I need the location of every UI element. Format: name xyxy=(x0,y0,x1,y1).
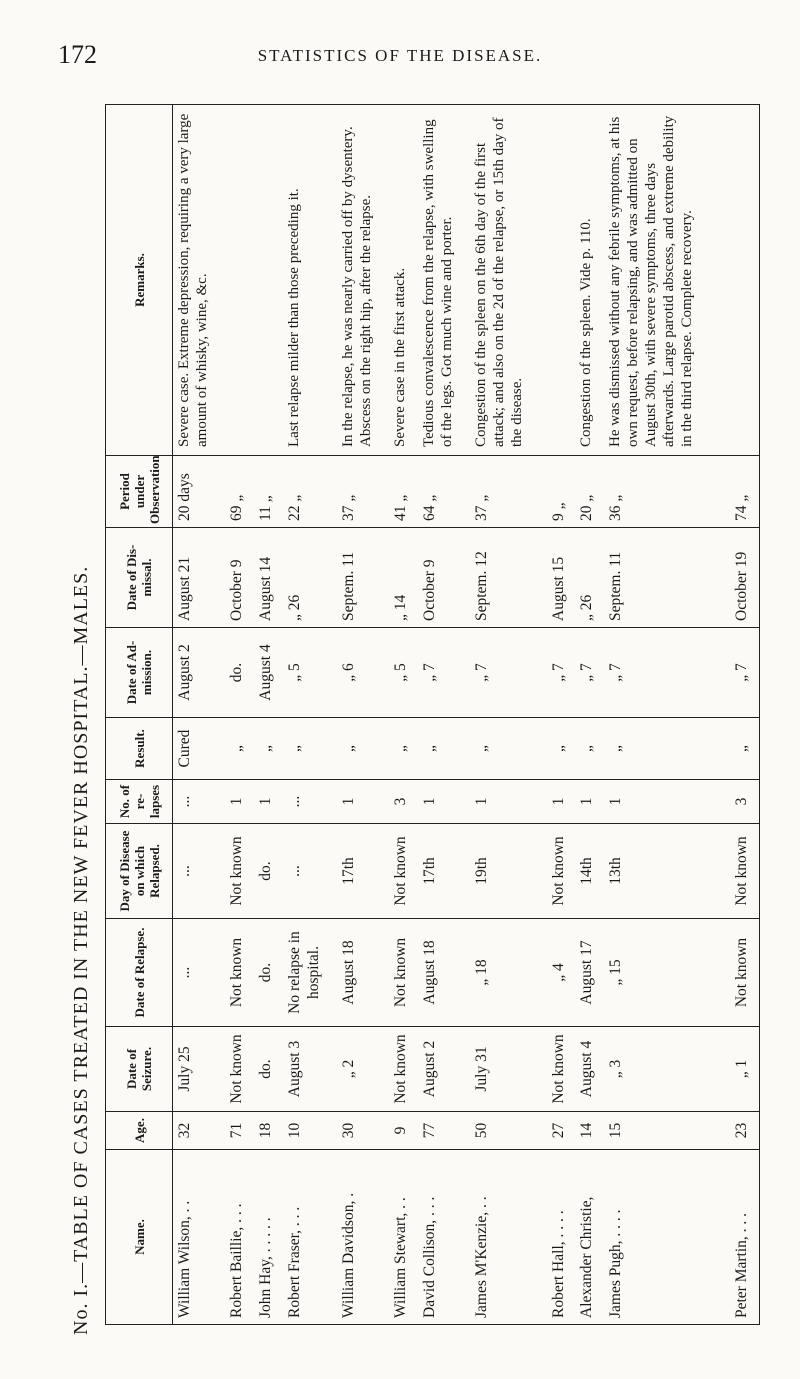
page-number: 172 xyxy=(58,40,97,69)
cell-result: „ xyxy=(575,718,604,780)
cell-result: „ xyxy=(389,718,418,780)
cell-relapse: August 18 xyxy=(337,919,389,1027)
header-seizure: Date of Seizure. xyxy=(106,1027,173,1112)
header-name: Name. xyxy=(106,1150,173,1325)
cell-observation: 41 „ xyxy=(389,456,418,528)
cell-name: William Davidson, . xyxy=(337,1150,389,1325)
header-row xyxy=(106,105,173,1325)
cell-age: 9 xyxy=(389,1112,418,1150)
cell-name: Robert Baillie, . . . xyxy=(225,1150,254,1325)
cell-observation: 22 „ xyxy=(283,456,338,528)
cell-remarks xyxy=(225,105,254,456)
table-row xyxy=(730,105,760,1325)
cell-observation: 69 „ xyxy=(225,456,254,528)
cell-result: Cured xyxy=(173,718,226,780)
cell-relapses: 1 xyxy=(575,780,604,824)
cell-remarks: He was dismissed without any febrile symptoms, at his own request, before relapsing, and was admitted on August 30th, with severe symptoms, three days afterwards. Large parotid abscess, and extreme debility in the third relapse. Complete recovery. xyxy=(604,105,730,456)
cell-day-relapsed: ... xyxy=(173,824,226,919)
table-row xyxy=(225,105,254,1325)
table-title: No. I.—TABLE OF CASES TREATED IN THE NEW FEVER HOSPITAL.—MALES. xyxy=(70,565,92,1335)
cell-dismissal: August 21 xyxy=(173,528,226,628)
cell-age: 27 xyxy=(547,1112,576,1150)
cell-seizure: do. xyxy=(254,1027,283,1112)
cell-admission: „ 7 xyxy=(730,628,760,718)
cell-remarks: In the relapse, he was nearly carried off by dysentery. Abscess on the right hip, after the relapse. xyxy=(337,105,389,456)
header-dismissal: Date of Dis-missal. xyxy=(106,528,173,628)
cell-remarks: Congestion of the spleen. Vide p. 110. xyxy=(575,105,604,456)
cell-remarks: Severe case in the first attack. xyxy=(389,105,418,456)
cell-relapses: 3 xyxy=(389,780,418,824)
header-age: Age. xyxy=(106,1112,173,1150)
cell-relapse: Not known xyxy=(225,919,254,1027)
cell-admission: „ 7 xyxy=(470,628,547,718)
cell-observation: 20 „ xyxy=(575,456,604,528)
cell-remarks xyxy=(730,105,760,456)
header-result: Result. xyxy=(106,718,173,780)
cell-admission: „ 7 xyxy=(575,628,604,718)
cell-dismissal: October 9 xyxy=(418,528,470,628)
cell-age: 23 xyxy=(730,1112,760,1150)
cell-day-relapsed: Not known xyxy=(730,824,760,919)
cell-age: 15 xyxy=(604,1112,730,1150)
table-row xyxy=(254,105,283,1325)
cell-name: James Pugh, . . . . xyxy=(604,1150,730,1325)
cell-name: William Wilson, . . xyxy=(173,1150,226,1325)
cell-seizure: July 25 xyxy=(173,1027,226,1112)
cell-name: James M'Kenzie, . . xyxy=(470,1150,547,1325)
cell-day-relapsed: 13th xyxy=(604,824,730,919)
cell-dismissal: Septem. 12 xyxy=(470,528,547,628)
cell-observation: 64 „ xyxy=(418,456,470,528)
cell-observation: 11 „ xyxy=(254,456,283,528)
cell-admission: „ 5 xyxy=(283,628,338,718)
cell-day-relapsed: 17th xyxy=(337,824,389,919)
cell-admission: „ 7 xyxy=(418,628,470,718)
table-row xyxy=(283,105,338,1325)
cell-age: 77 xyxy=(418,1112,470,1150)
cell-remarks: Severe case. Extreme depression, requiring a very large amount of whisky, wine, &c. xyxy=(173,105,226,456)
header-relapses: No. of re-lapses xyxy=(106,780,173,824)
cell-seizure: „ 2 xyxy=(337,1027,389,1112)
cell-relapse: „ 15 xyxy=(604,919,730,1027)
running-head: STATISTICS OF THE DISEASE. xyxy=(257,46,543,65)
cell-observation: 74 „ xyxy=(730,456,760,528)
cell-result: „ xyxy=(337,718,389,780)
cell-seizure: July 31 xyxy=(470,1027,547,1112)
cell-result: „ xyxy=(254,718,283,780)
cell-relapse: No relapse in hospital. xyxy=(283,919,338,1027)
cell-relapses: 1 xyxy=(225,780,254,824)
cell-seizure: August 4 xyxy=(575,1027,604,1112)
cell-observation: 20 days xyxy=(173,456,226,528)
cell-relapses: 1 xyxy=(418,780,470,824)
header-observation: Period under Observation xyxy=(106,456,173,528)
cell-seizure: Not known xyxy=(225,1027,254,1112)
cell-dismissal: Septem. 11 xyxy=(337,528,389,628)
cell-relapse: August 17 xyxy=(575,919,604,1027)
cell-observation: 36 „ xyxy=(604,456,730,528)
cell-relapse: Not known xyxy=(730,919,760,1027)
cases-table-container xyxy=(105,105,760,1325)
cell-remarks: Tedious convalescence from the relapse, with swelling of the legs. Got much wine and porter. xyxy=(418,105,470,456)
cell-seizure: „ 1 xyxy=(730,1027,760,1112)
cell-relapses: 3 xyxy=(730,780,760,824)
cell-observation: 9 „ xyxy=(547,456,576,528)
cell-result: „ xyxy=(730,718,760,780)
cell-observation: 37 „ xyxy=(470,456,547,528)
table-row xyxy=(389,105,418,1325)
table-row xyxy=(575,105,604,1325)
cell-name: Alexander Christie, xyxy=(575,1150,604,1325)
cell-admission: „ 7 xyxy=(604,628,730,718)
cell-dismissal: August 15 xyxy=(547,528,576,628)
header-remarks: Remarks. xyxy=(106,105,173,456)
cases-table xyxy=(105,104,760,1325)
cell-age: 18 xyxy=(254,1112,283,1150)
cell-relapses: ... xyxy=(173,780,226,824)
table-row xyxy=(547,105,576,1325)
cell-day-relapsed: Not known xyxy=(225,824,254,919)
cell-admission: August 4 xyxy=(254,628,283,718)
cell-dismissal: „ 26 xyxy=(575,528,604,628)
cell-remarks: Last relapse milder than those preceding it. xyxy=(283,105,338,456)
cell-dismissal: August 14 xyxy=(254,528,283,628)
cell-result: „ xyxy=(604,718,730,780)
cell-relapse: do. xyxy=(254,919,283,1027)
table-row xyxy=(337,105,389,1325)
cell-result: „ xyxy=(470,718,547,780)
cell-dismissal: October 9 xyxy=(225,528,254,628)
cell-dismissal: „ 14 xyxy=(389,528,418,628)
cell-relapses: 1 xyxy=(254,780,283,824)
cell-day-relapsed: 17th xyxy=(418,824,470,919)
cell-relapse: „ 4 xyxy=(547,919,576,1027)
table-row xyxy=(418,105,470,1325)
cell-age: 32 xyxy=(173,1112,226,1150)
header-admission: Date of Ad-mission. xyxy=(106,628,173,718)
cell-relapse: August 18 xyxy=(418,919,470,1027)
cell-result: „ xyxy=(225,718,254,780)
cell-admission: do. xyxy=(225,628,254,718)
cell-remarks xyxy=(547,105,576,456)
cell-relapses: 1 xyxy=(337,780,389,824)
cell-name: Robert Hall, . . . . xyxy=(547,1150,576,1325)
cell-observation: 37 „ xyxy=(337,456,389,528)
cell-relapses: 1 xyxy=(547,780,576,824)
cell-day-relapsed: ... xyxy=(283,824,338,919)
cell-result: „ xyxy=(283,718,338,780)
cell-admission: „ 7 xyxy=(547,628,576,718)
cell-name: Robert Fraser, . . . xyxy=(283,1150,338,1325)
cell-result: „ xyxy=(547,718,576,780)
cell-age: 50 xyxy=(470,1112,547,1150)
cell-age: 10 xyxy=(283,1112,338,1150)
cell-remarks: Congestion of the spleen on the 6th day of the first attack; and also on the 2d of the relapse, or 15th day of the disease. xyxy=(470,105,547,456)
cell-name: Peter Martin, . . . xyxy=(730,1150,760,1325)
cell-relapse: „ 18 xyxy=(470,919,547,1027)
header-day-relapsed: Day of Disease on which Relapsed. xyxy=(106,824,173,919)
cell-day-relapsed: Not known xyxy=(389,824,418,919)
cell-admission: August 2 xyxy=(173,628,226,718)
cell-result: „ xyxy=(418,718,470,780)
cell-seizure: Not known xyxy=(547,1027,576,1112)
cell-relapse: Not known xyxy=(389,919,418,1027)
cell-dismissal: Septem. 11 xyxy=(604,528,730,628)
cell-day-relapsed: Not known xyxy=(547,824,576,919)
table-row xyxy=(604,105,730,1325)
cell-age: 14 xyxy=(575,1112,604,1150)
cell-age: 30 xyxy=(337,1112,389,1150)
header-relapse: Date of Relapse. xyxy=(106,919,173,1027)
cell-name: John Hay, . . . . . xyxy=(254,1150,283,1325)
cell-seizure: „ 3 xyxy=(604,1027,730,1112)
cell-relapses: ... xyxy=(283,780,338,824)
cell-day-relapsed: 19th xyxy=(470,824,547,919)
cell-dismissal: October 19 xyxy=(730,528,760,628)
cell-seizure: August 3 xyxy=(283,1027,338,1112)
cell-day-relapsed: do. xyxy=(254,824,283,919)
cell-relapses: 1 xyxy=(470,780,547,824)
cell-relapse: ... xyxy=(173,919,226,1027)
cell-seizure: August 2 xyxy=(418,1027,470,1112)
cell-relapses: 1 xyxy=(604,780,730,824)
cell-remarks xyxy=(254,105,283,456)
cell-admission: „ 5 xyxy=(389,628,418,718)
cell-day-relapsed: 14th xyxy=(575,824,604,919)
cell-name: William Stewart, . . xyxy=(389,1150,418,1325)
cell-seizure: Not known xyxy=(389,1027,418,1112)
cell-admission: „ 6 xyxy=(337,628,389,718)
cell-name: David Collison, . . . xyxy=(418,1150,470,1325)
cell-dismissal: „ 26 xyxy=(283,528,338,628)
table-row xyxy=(173,105,226,1325)
cell-age: 71 xyxy=(225,1112,254,1150)
table-row xyxy=(470,105,547,1325)
